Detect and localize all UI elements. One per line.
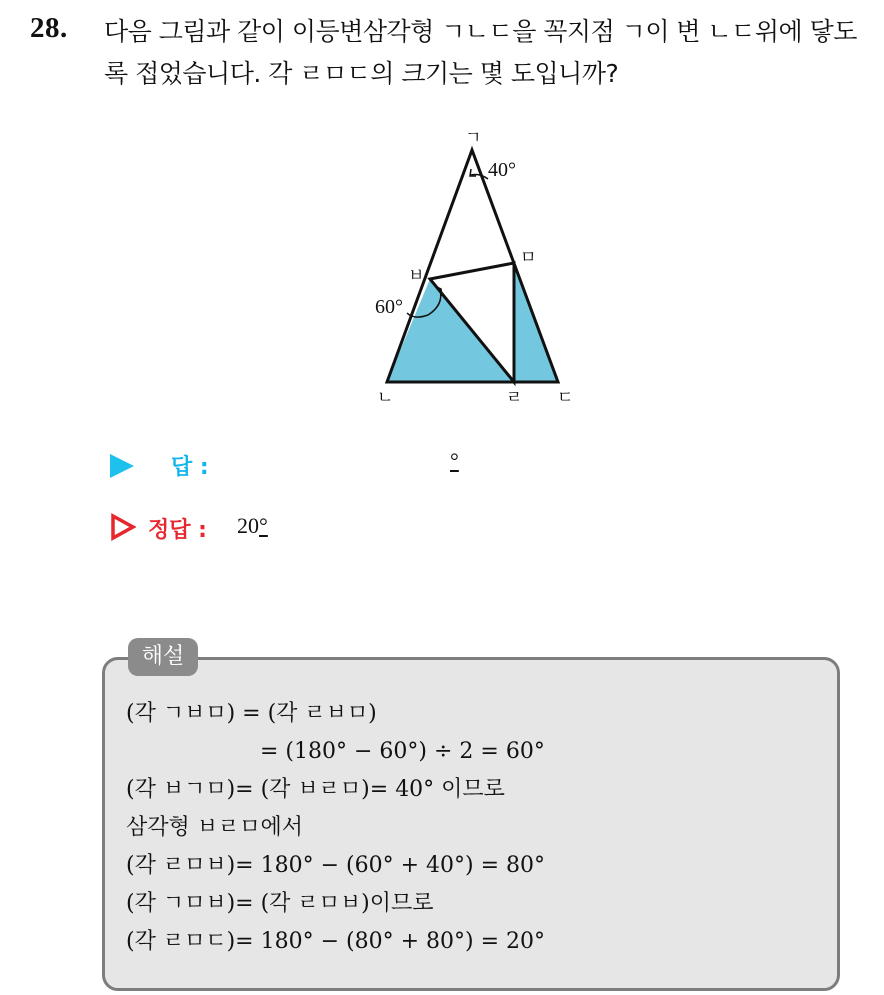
explanation-line: (각 ㄹㅁㅂ)= 180° − (60° + 40°) = 80° — [126, 853, 545, 878]
explanation-line: (각 ㅂㄱㅁ)= (각 ㅂㄹㅁ)= 40° 이므로 — [126, 777, 505, 802]
vertex-label-top: ㄱ — [465, 128, 482, 148]
vertex-label-fold-bottom: ㄹ — [506, 388, 523, 408]
answer-row — [110, 446, 710, 486]
explanation-title: 해설 — [128, 638, 198, 676]
correct-answer-unit: ° — [259, 513, 268, 538]
outline-triangle-icon — [110, 513, 136, 541]
vertex-label-fold-left: ㅂ — [408, 266, 425, 286]
vertex-label-fold-right: ㅁ — [520, 248, 537, 268]
correct-answer-number: 20 — [237, 513, 259, 538]
folded-triangle-figure — [364, 123, 594, 413]
explanation-line: = (180° − 60°) ÷ 2 = 60° — [260, 739, 545, 764]
angle-label-top: 40° — [488, 159, 516, 181]
question-number: 28. — [30, 12, 68, 44]
explanation-line: (각 ㄱㅁㅂ)= (각 ㄹㅁㅂ)이므로 — [126, 891, 434, 916]
explanation-lines — [126, 695, 826, 961]
vertex-label-bottom-left: ㄴ — [377, 388, 394, 408]
answer-blank[interactable]: ° — [450, 448, 459, 473]
angle-label-left: 60° — [375, 296, 403, 318]
question-text: 다음 그림과 같이 이등변삼각형 ㄱㄴㄷ을 꼭지점 ㄱ이 변 ㄴㄷ위에 닿도록 접었습니다. 각 ㄹㅁㄷ의 크기는 몇 도입니까? — [104, 17, 857, 88]
explanation-line: (각 ㄱㅂㅁ) = (각 ㄹㅂㅁ) — [126, 701, 377, 726]
explanation-line: 삼각형 ㅂㄹㅁ에서 — [126, 815, 304, 840]
vertex-label-bottom-right: ㄷ — [557, 388, 574, 408]
explanation-line: (각 ㄹㅁㄷ)= 180° − (80° + 80°) = 20° — [126, 929, 545, 954]
correct-answer-value — [237, 513, 268, 539]
answer-label: 답 : — [171, 455, 209, 480]
play-triangle-icon — [110, 454, 134, 478]
correct-answer-label: 정답 : — [148, 518, 207, 543]
correct-answer-row — [110, 509, 710, 549]
